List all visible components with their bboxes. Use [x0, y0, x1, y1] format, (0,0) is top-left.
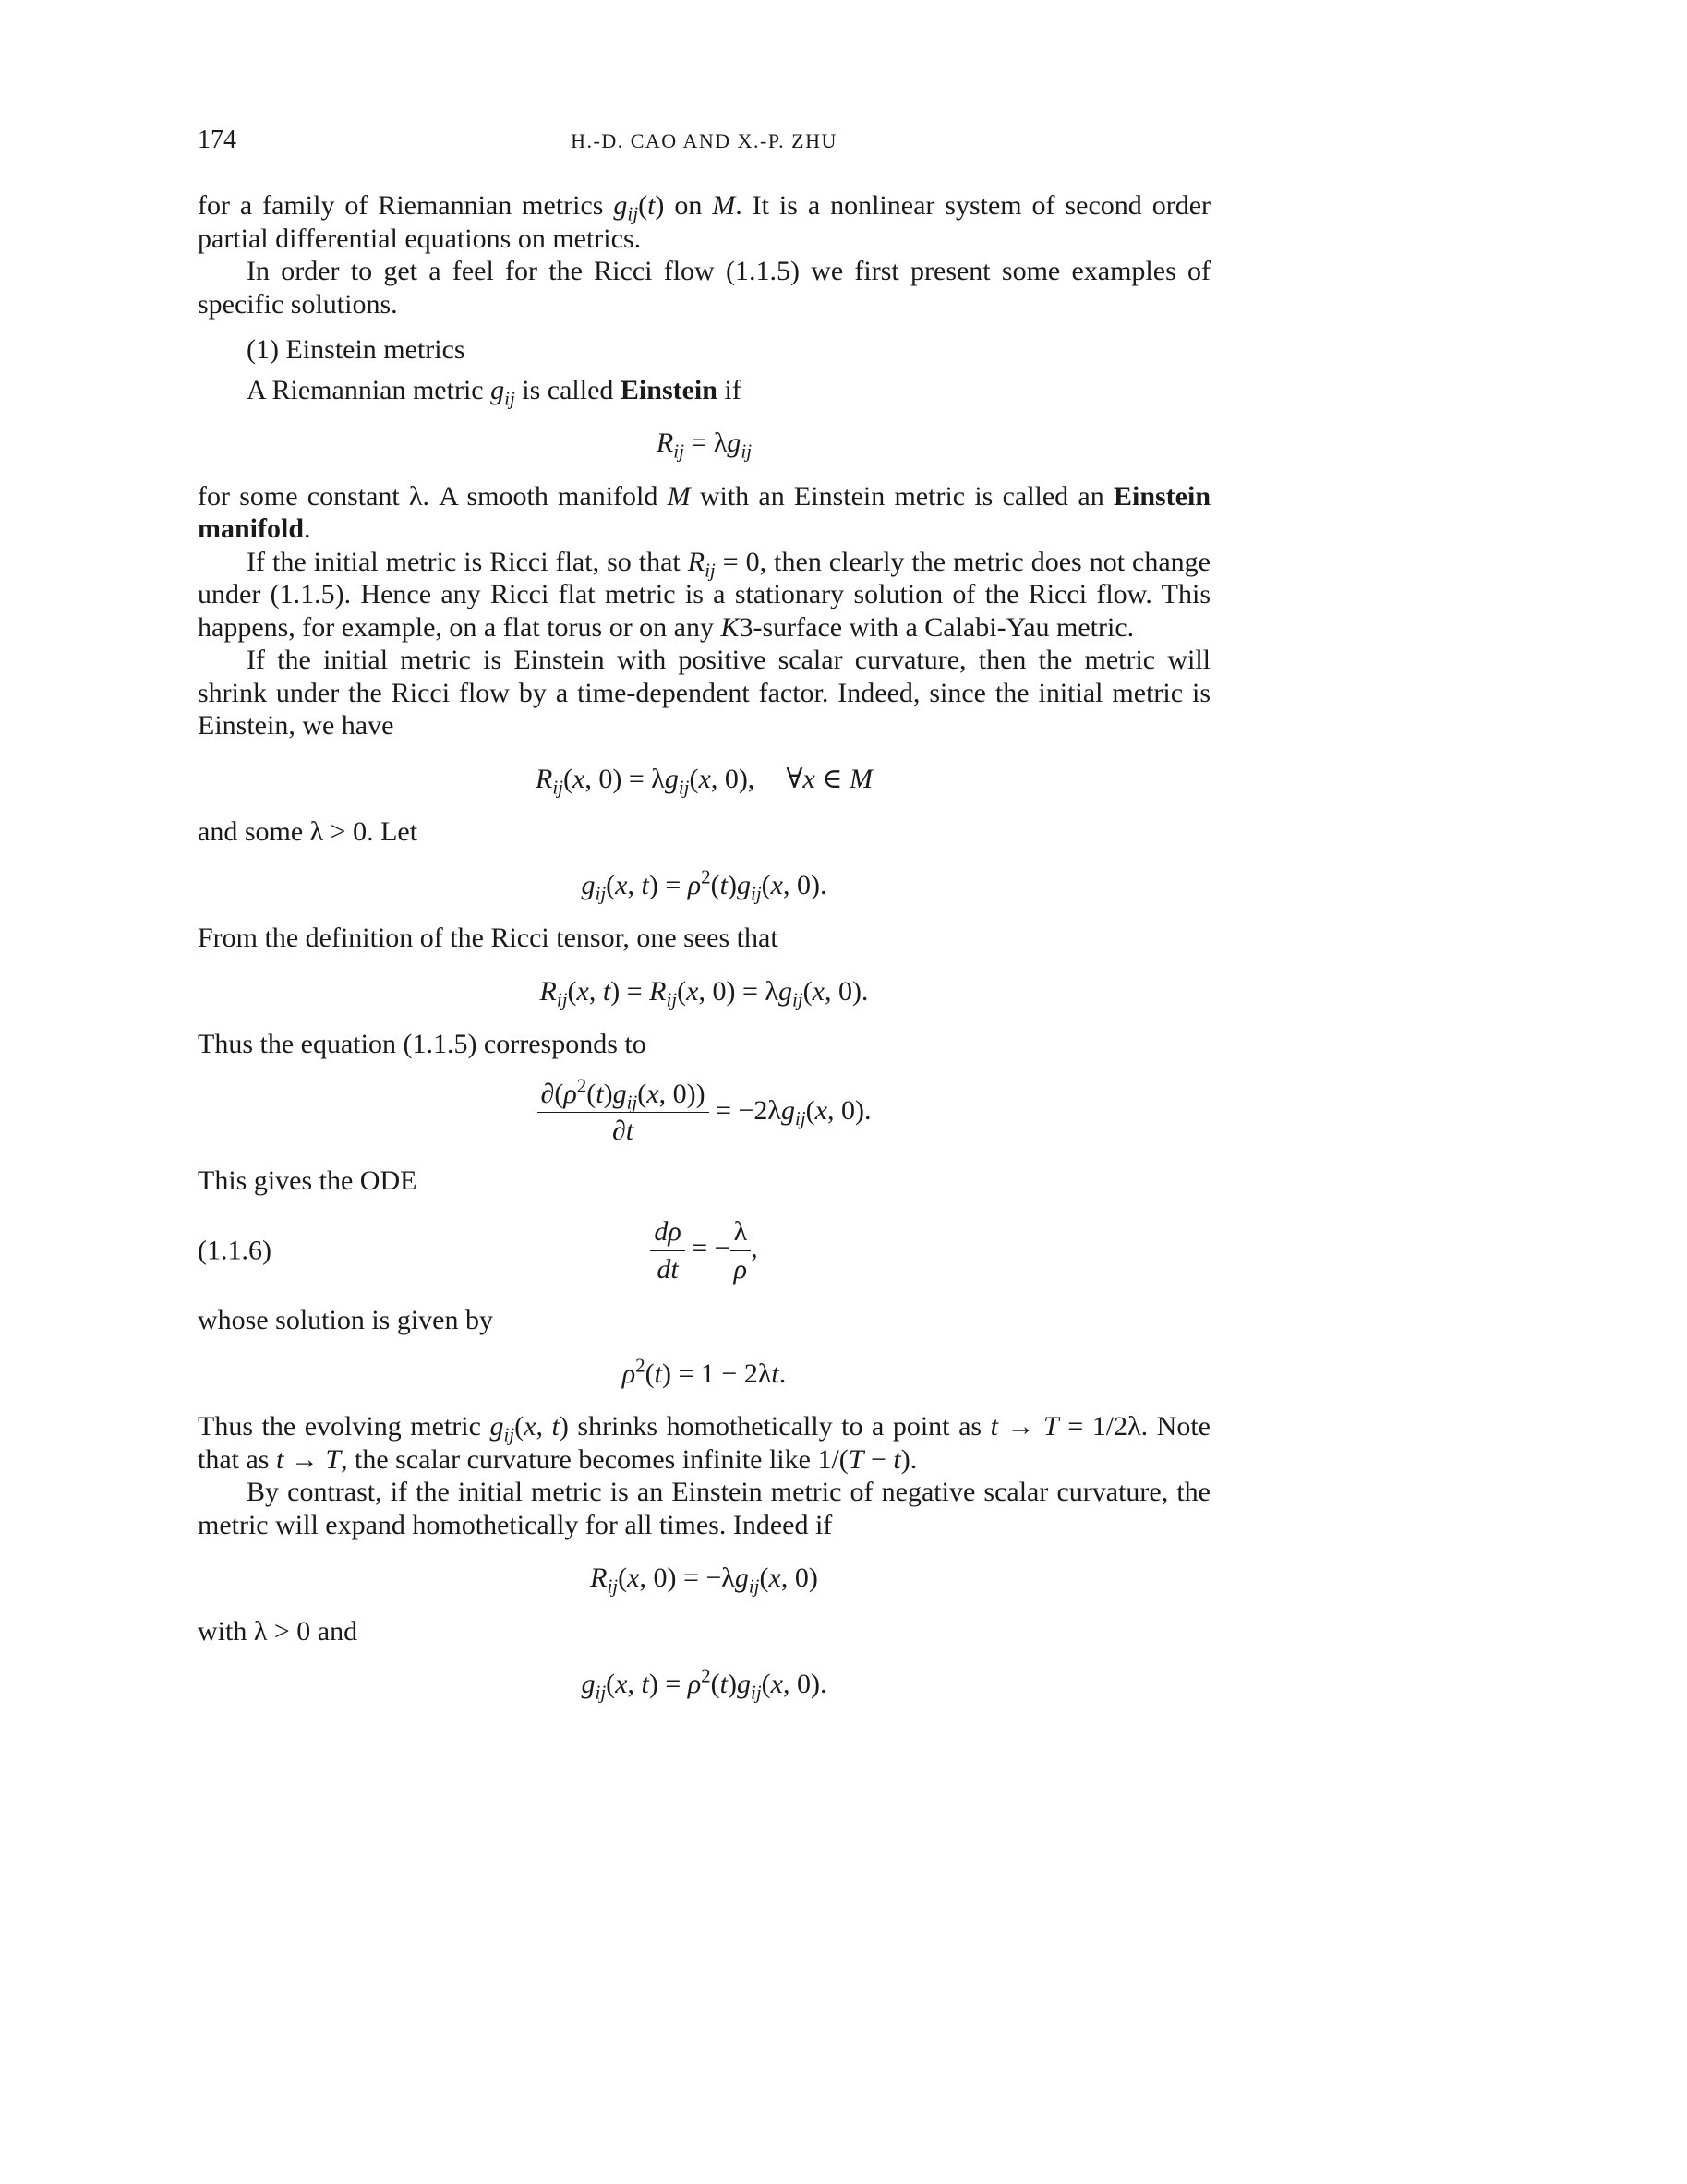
equation-ansatz: $g_{ij}(x$, $t) = \rho^2(t)g_{ij}(x$, 0). — [581, 864, 827, 904]
paragraph-8: Thus the equation (1.1.5) corresponds to — [198, 1029, 646, 1059]
page-header — [198, 126, 1211, 163]
paragraph-13: with λ > 0 and — [198, 1615, 358, 1647]
page-body — [198, 189, 1211, 1721]
paragraph-6: and some λ > 0. Let — [198, 816, 418, 847]
paragraph-9: This gives the ODE — [198, 1164, 417, 1196]
paragraph-12: By contrast, if the initial metric is an Einstein metric of negative scalar curvature, the metric will expand homothetically for all times. Indeed if — [198, 1477, 1211, 1540]
paragraph-10: whose solution is given by — [198, 1305, 493, 1335]
equation-initial-einstein: $R_{ij}(x$, $0) = \lambda g_{ij}(x$, 0), ∀x ∈ M — [536, 763, 873, 798]
einstein-definition: A Riemannian metric $g_{ij}$ is called Einstein if — [247, 374, 741, 409]
equation-ansatz-2: $g_{ij}(x$, $t) = \rho^2(t)g_{ij}(x$, 0). — [581, 1664, 827, 1704]
equation-ode: (1.1.6) $\frac{d\rho}{dt}$ = − $\frac{\lambda}{\rho}$ , — [198, 1216, 758, 1285]
equation-ricci-invariance: $R_{ij}(x$, $t) = R_{ij}(x$, $0) = \lambda g_{ij}(x$, 0). — [539, 975, 869, 1010]
paragraph-4: If the initial metric is Ricci flat, so that $R_{ij} = 0$, then clearly the metric does not change under (1.1.5). Hence any Ricci flat metric is a stationary solution of the Ricci flow. This happens, for example, on a flat torus or on any K3-surface with a Calabi-Yau metric. — [198, 546, 1211, 643]
equation-time-derivative: $\frac{\partial(\rho^2(t)g_{ij}(x, 0))}{\partial t}$ = $-2\lambda g_{ij}(x$, 0). — [198, 1078, 1211, 1148]
equation-einstein: $R_{ij} = \lambda g_{ij}$ — [656, 428, 753, 463]
paragraph-3: for some constant λ. A smooth manifold M with an Einstein metric is called an Einstein manifold. — [198, 480, 1211, 544]
paragraph-1: for a family of Riemannian metrics $g_{ij}(t)$ on M. It is a nonlinear system of second order partial differential equations on metrics. — [198, 190, 1211, 254]
paragraph-7: From the definition of the Ricci tensor, one sees that — [198, 923, 778, 953]
running-title: H.-D. CAO AND X.-P. ZHU — [571, 129, 837, 152]
equation-negative-einstein: $R_{ij}(x$, $0) = -\lambda g_{ij}(x$, 0) — [590, 1563, 818, 1598]
paragraph-2: In order to get a feel for the Ricci flow (1.1.5) we first present some examples of specific solutions. — [198, 256, 1211, 320]
equation-label: (1.1.6) — [198, 1235, 271, 1266]
example-1-title: (1) Einstein metrics — [247, 334, 465, 365]
paragraph-11: Thus the evolving metric $g_{ij}(x$, t) shrinks homothetically to a point as t → T = 1/2λ. Note that as t → T, the scalar curvature becomes infinite like 1/(T − t). — [198, 1411, 1211, 1475]
page-number: 174 — [198, 126, 236, 154]
paragraph-5: If the initial metric is Einstein with positive scalar curvature, then the metric will shrink under the Ricci flow by a time-dependent factor. Indeed, since the initial metric is Einstein, we have — [198, 645, 1211, 741]
equation-solution: $\rho^2(t) = 1 - 2\lambda t$. — [621, 1353, 787, 1389]
